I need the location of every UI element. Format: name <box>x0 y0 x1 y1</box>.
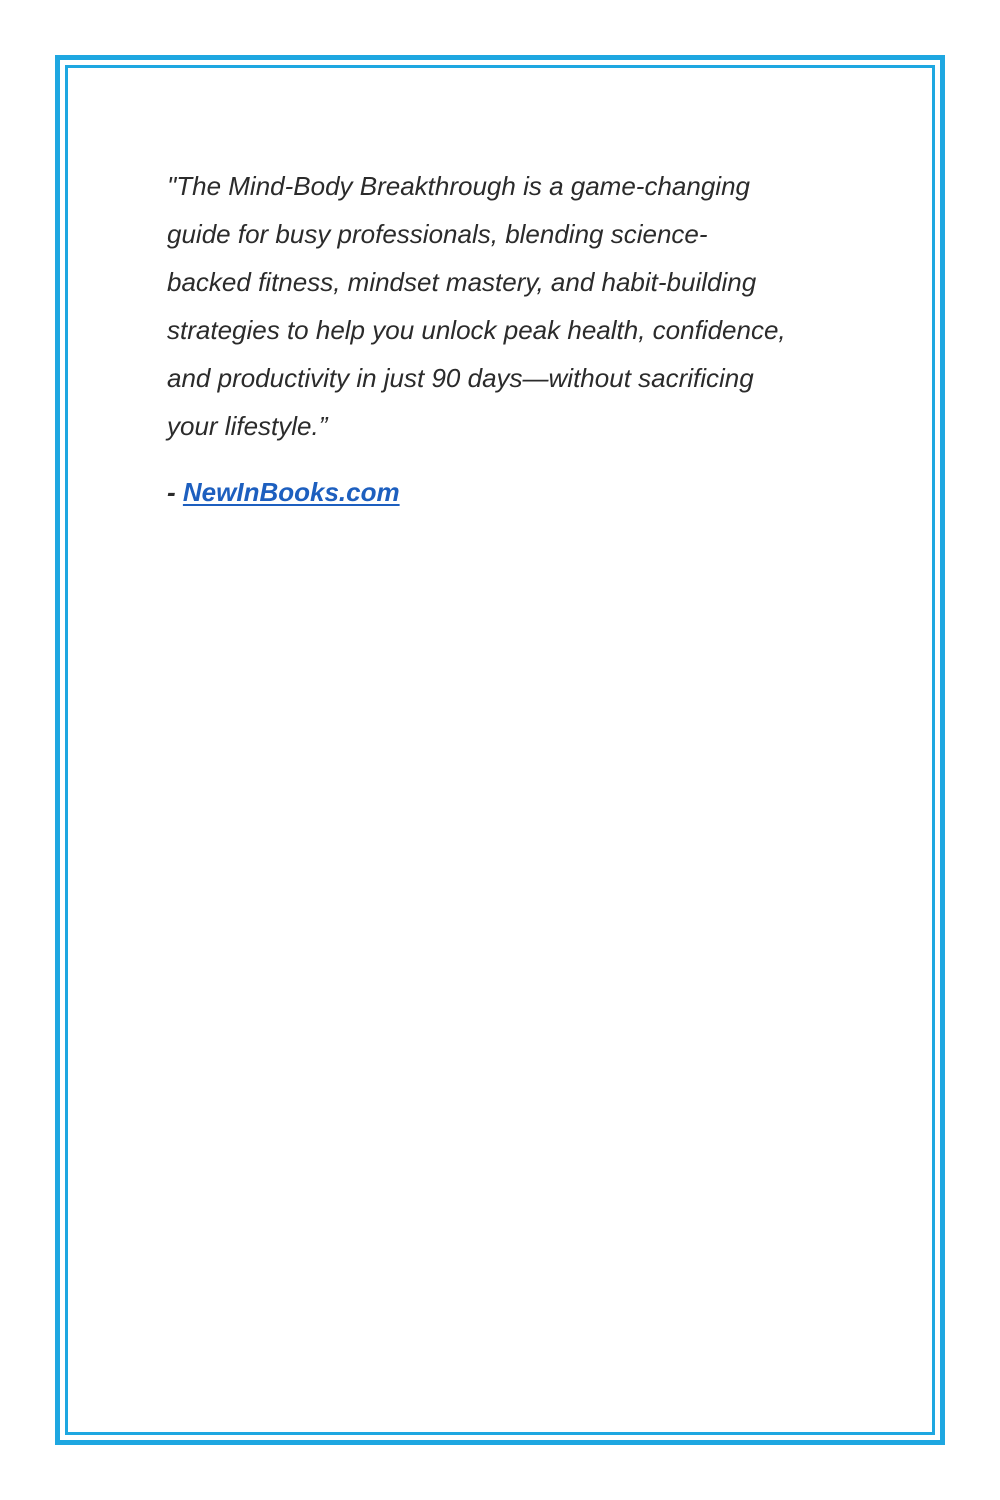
testimonial <box>167 162 847 516</box>
quote-line: backed fitness, mindset mastery, and habit-building <box>167 267 757 297</box>
quote-line: strategies to help you unlock peak health, confidence, <box>167 315 786 345</box>
quote-text <box>167 162 847 450</box>
quote-line: "The Mind-Body Breakthrough is a game-changing <box>167 171 750 201</box>
attribution-dash: - <box>167 477 183 507</box>
attribution <box>167 468 847 516</box>
quote-line: and productivity in just 90 days—without sacrificing <box>167 363 754 393</box>
source-link[interactable]: NewInBooks.com <box>182 477 400 507</box>
quote-line: guide for busy professionals, blending science- <box>167 219 708 249</box>
quote-line: your lifestyle.” <box>167 411 328 441</box>
